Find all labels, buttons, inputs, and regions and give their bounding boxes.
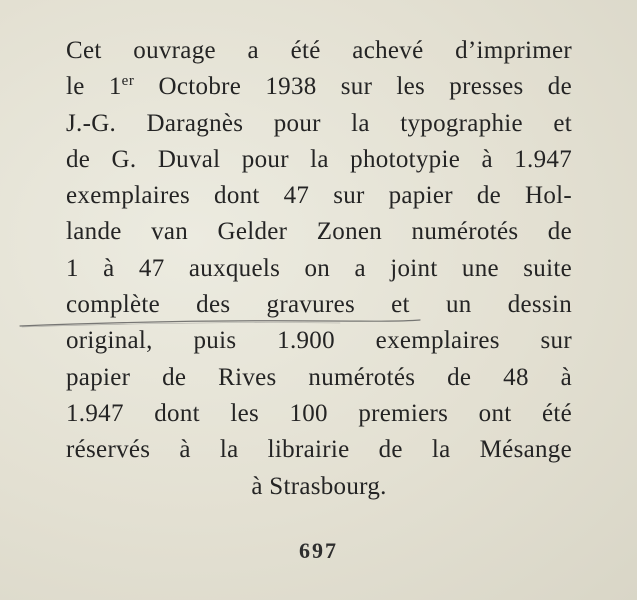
colophon-line-8: complète des gravures et un dessin: [66, 291, 572, 319]
colophon-line-5: exemplaires dont 47 sur papier de Hol-: [66, 182, 572, 210]
colophon-line-1: Cet ouvrage a été achevé d’imprimer: [66, 37, 572, 64]
colophon-line-2: [66, 69, 572, 105]
colophon-line-13: à Strasbourg.: [251, 472, 387, 500]
colophon-line-3: J.-G. Daragnès pour la typographie et: [66, 109, 572, 137]
colophon-line-2-start: le 1: [66, 73, 122, 101]
colophon-line-7: 1 à 47 auxquels on a joint une suite: [66, 254, 572, 282]
colophon-line-9: original, puis 1.900 exemplaires sur: [66, 327, 572, 355]
ordinal-superscript: er: [121, 73, 135, 90]
colophon-line-4: de G. Duval pour la phototypie à 1.947: [66, 145, 572, 173]
colophon-line-6: lande van Gelder Zonen numérotés de: [66, 218, 572, 246]
colophon-line-10: papier de Rives numérotés de 48 à: [66, 363, 572, 391]
colophon-line-2-end: Octobre 1938 sur les presses de: [134, 73, 572, 101]
colophon-text: [66, 33, 572, 505]
colophon-line-11: 1.947 dont les 100 premiers ont été: [66, 399, 572, 427]
colophon-line-12: réservés à la librairie de la Mésange: [66, 436, 572, 464]
page-number: 697: [299, 538, 338, 563]
